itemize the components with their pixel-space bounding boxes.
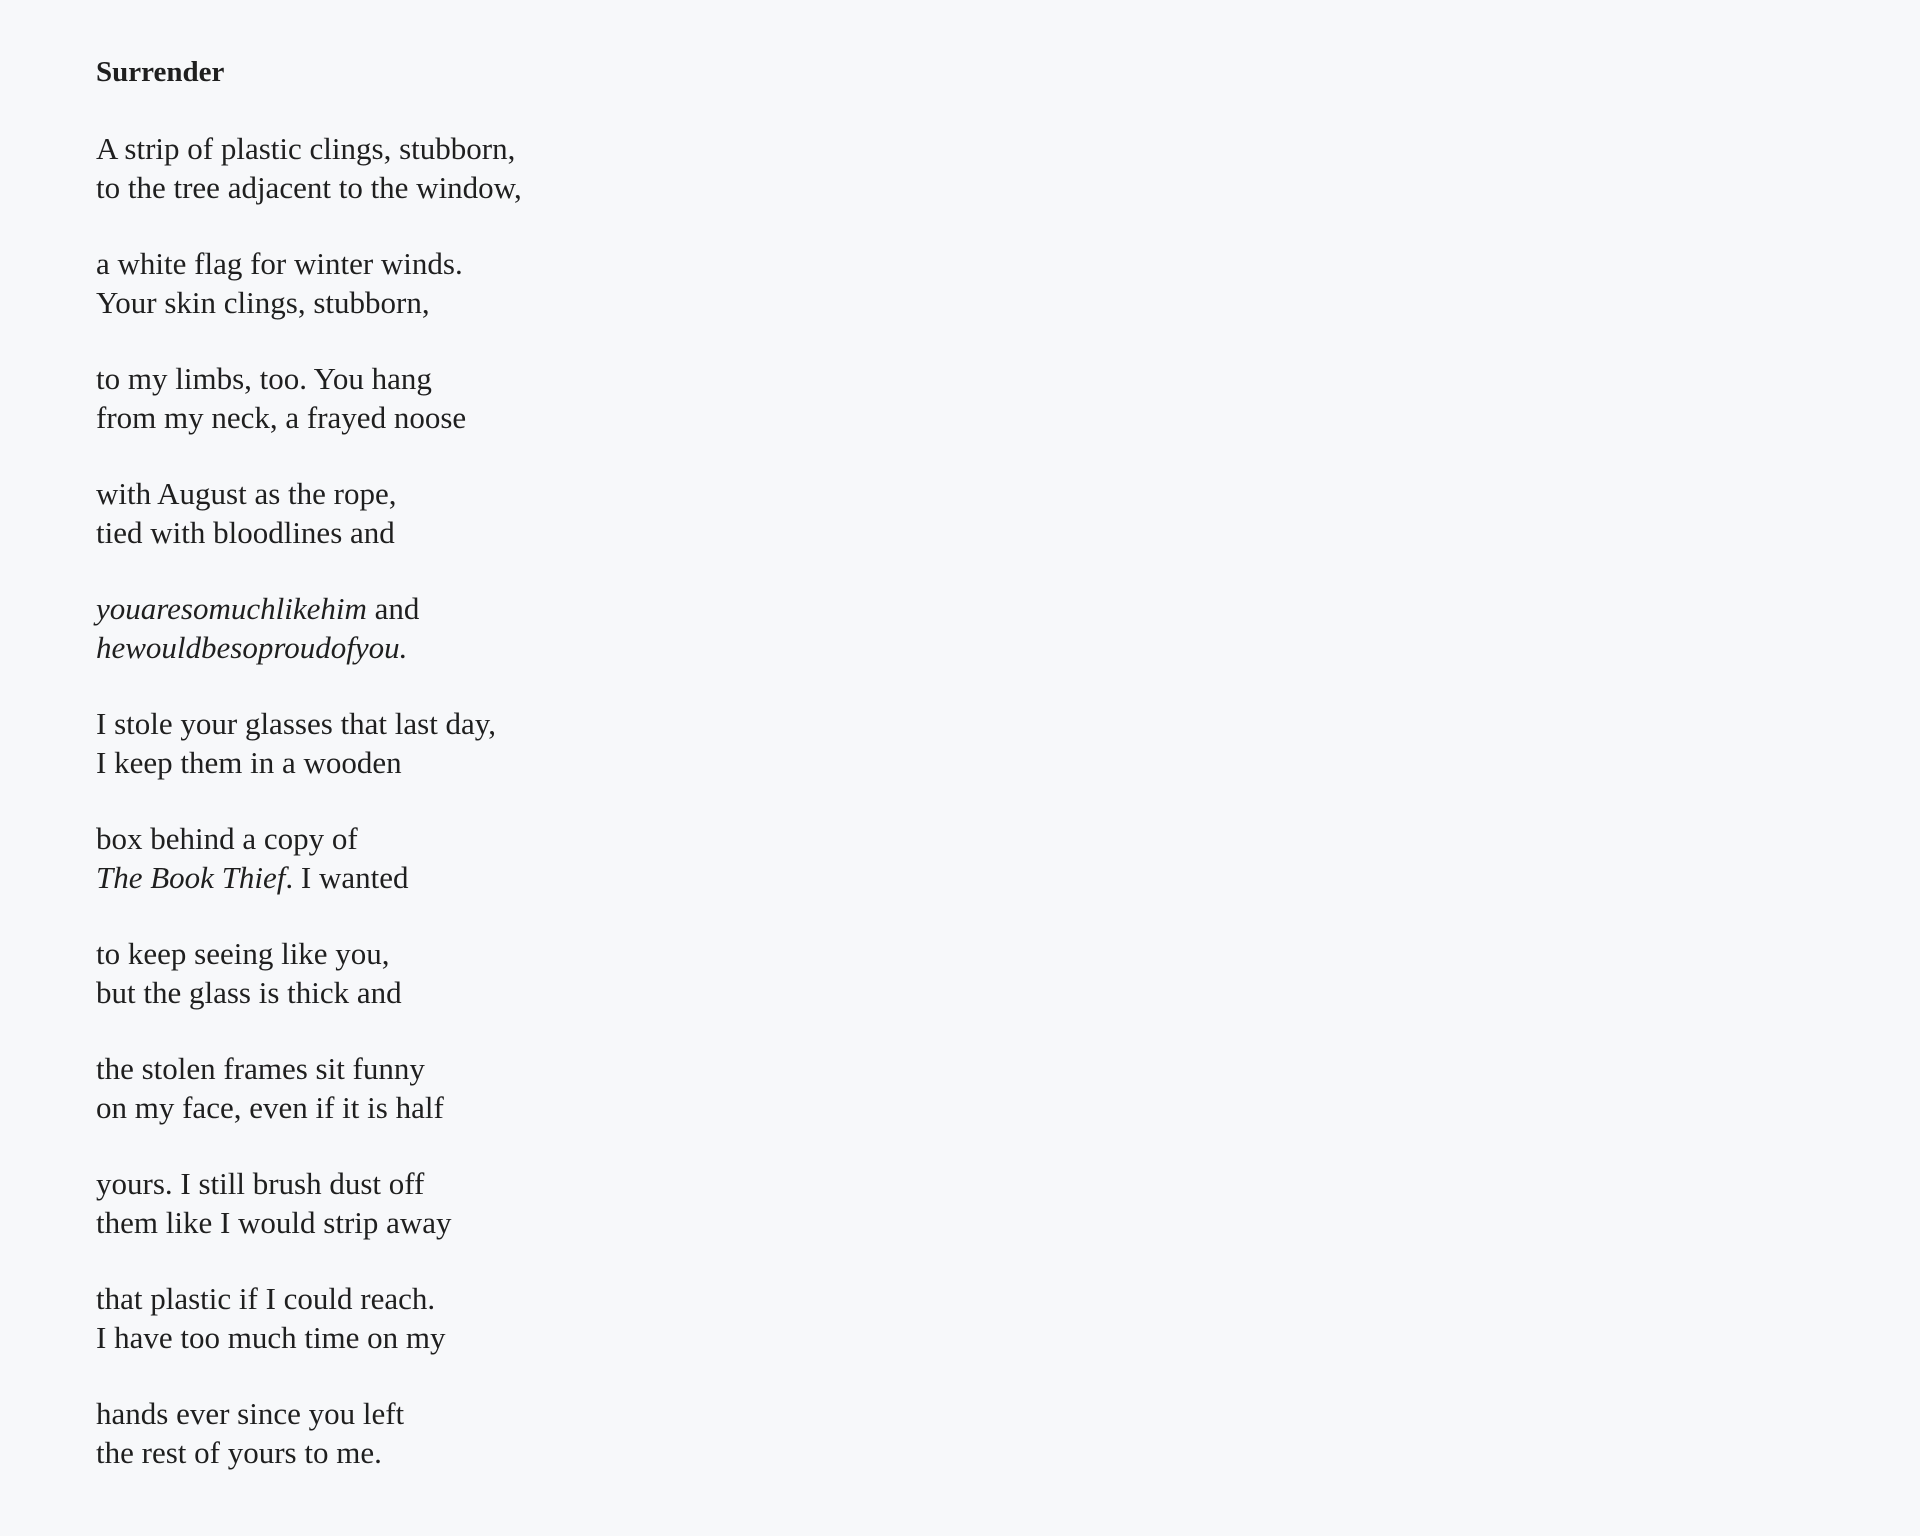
poem-line (96, 1395, 522, 1434)
poem-line-italic-text: hewouldbesoproudofyou. (96, 629, 408, 665)
poem-stanza (96, 130, 522, 207)
poem-line (96, 245, 522, 284)
poem-line (96, 1204, 522, 1243)
poem-line (96, 629, 522, 668)
poem-line (96, 284, 522, 323)
poem-line-text: A strip of plastic clings, stubborn, (96, 131, 516, 166)
poem-line-text: the stolen frames sit funny (96, 1051, 425, 1086)
poem-line-text: Your skin clings, stubborn, (96, 284, 430, 320)
poem-line-italic-text: youaresomuchlikehim (96, 591, 367, 626)
poem-line-text: to the tree adjacent to the window, (96, 169, 522, 205)
poem-line-text: and (366, 591, 420, 626)
poem-line (96, 974, 522, 1013)
poem-line (96, 130, 522, 169)
poem-line-text: to keep seeing like you, (96, 936, 390, 971)
poem-line (96, 744, 522, 783)
poem-stanza (96, 590, 522, 667)
poem-stanza (96, 1050, 522, 1127)
poem-line (96, 859, 522, 898)
poem-line-text: with August as the rope, (96, 476, 397, 511)
poem-stanza (96, 705, 522, 782)
poem-line (96, 1050, 522, 1089)
poem-line-text: a white flag for winter winds. (96, 246, 463, 281)
poem-line (96, 1089, 522, 1128)
poem-line (96, 360, 522, 399)
poem-line-text: I keep them in a wooden (96, 744, 402, 780)
poem-line-text: to my limbs, too. You hang (96, 361, 432, 396)
poem-title: Surrender (96, 56, 225, 88)
poem-line-text: the rest of yours to me. (96, 1434, 382, 1470)
poem-line-text: yours. I still brush dust off (96, 1166, 425, 1201)
poem-line (96, 514, 522, 553)
poem-stanza (96, 1280, 522, 1357)
poem-body (96, 130, 522, 1510)
poem-line (96, 1434, 522, 1473)
poem-line (96, 169, 522, 208)
poem-stanza (96, 1165, 522, 1242)
poem-line-text: from my neck, a frayed noose (96, 399, 467, 435)
poem-stanza (96, 820, 522, 897)
poem-line-text: them like I would strip away (96, 1204, 452, 1240)
poem-stanza (96, 245, 522, 322)
poem-line (96, 1319, 522, 1358)
poem-stanza (96, 475, 522, 552)
poem-line-text: I stole your glasses that last day, (96, 706, 497, 741)
poem-line-text: on my face, even if it is half (96, 1089, 444, 1125)
poem-line (96, 820, 522, 859)
poem-line (96, 475, 522, 514)
poem-line-text: . I wanted (285, 859, 409, 895)
poem-line (96, 399, 522, 438)
poem-line-text: I have too much time on my (96, 1319, 446, 1355)
poem-stanza (96, 935, 522, 1012)
poem-stanza (96, 360, 522, 437)
poem-stanza (96, 1395, 522, 1472)
poem-line-text: tied with bloodlines and (96, 514, 395, 550)
poem-line-italic-text: The Book Thief (96, 859, 286, 895)
poem-line-text: that plastic if I could reach. (96, 1281, 436, 1316)
poem-line (96, 935, 522, 974)
poem-line (96, 1165, 522, 1204)
poem-line (96, 1280, 522, 1319)
poem-line (96, 705, 522, 744)
poem-line-text: hands ever since you left (96, 1396, 405, 1431)
poem-line (96, 590, 522, 629)
poem-line-text: but the glass is thick and (96, 974, 402, 1010)
poem-line-text: box behind a copy of (96, 821, 358, 856)
